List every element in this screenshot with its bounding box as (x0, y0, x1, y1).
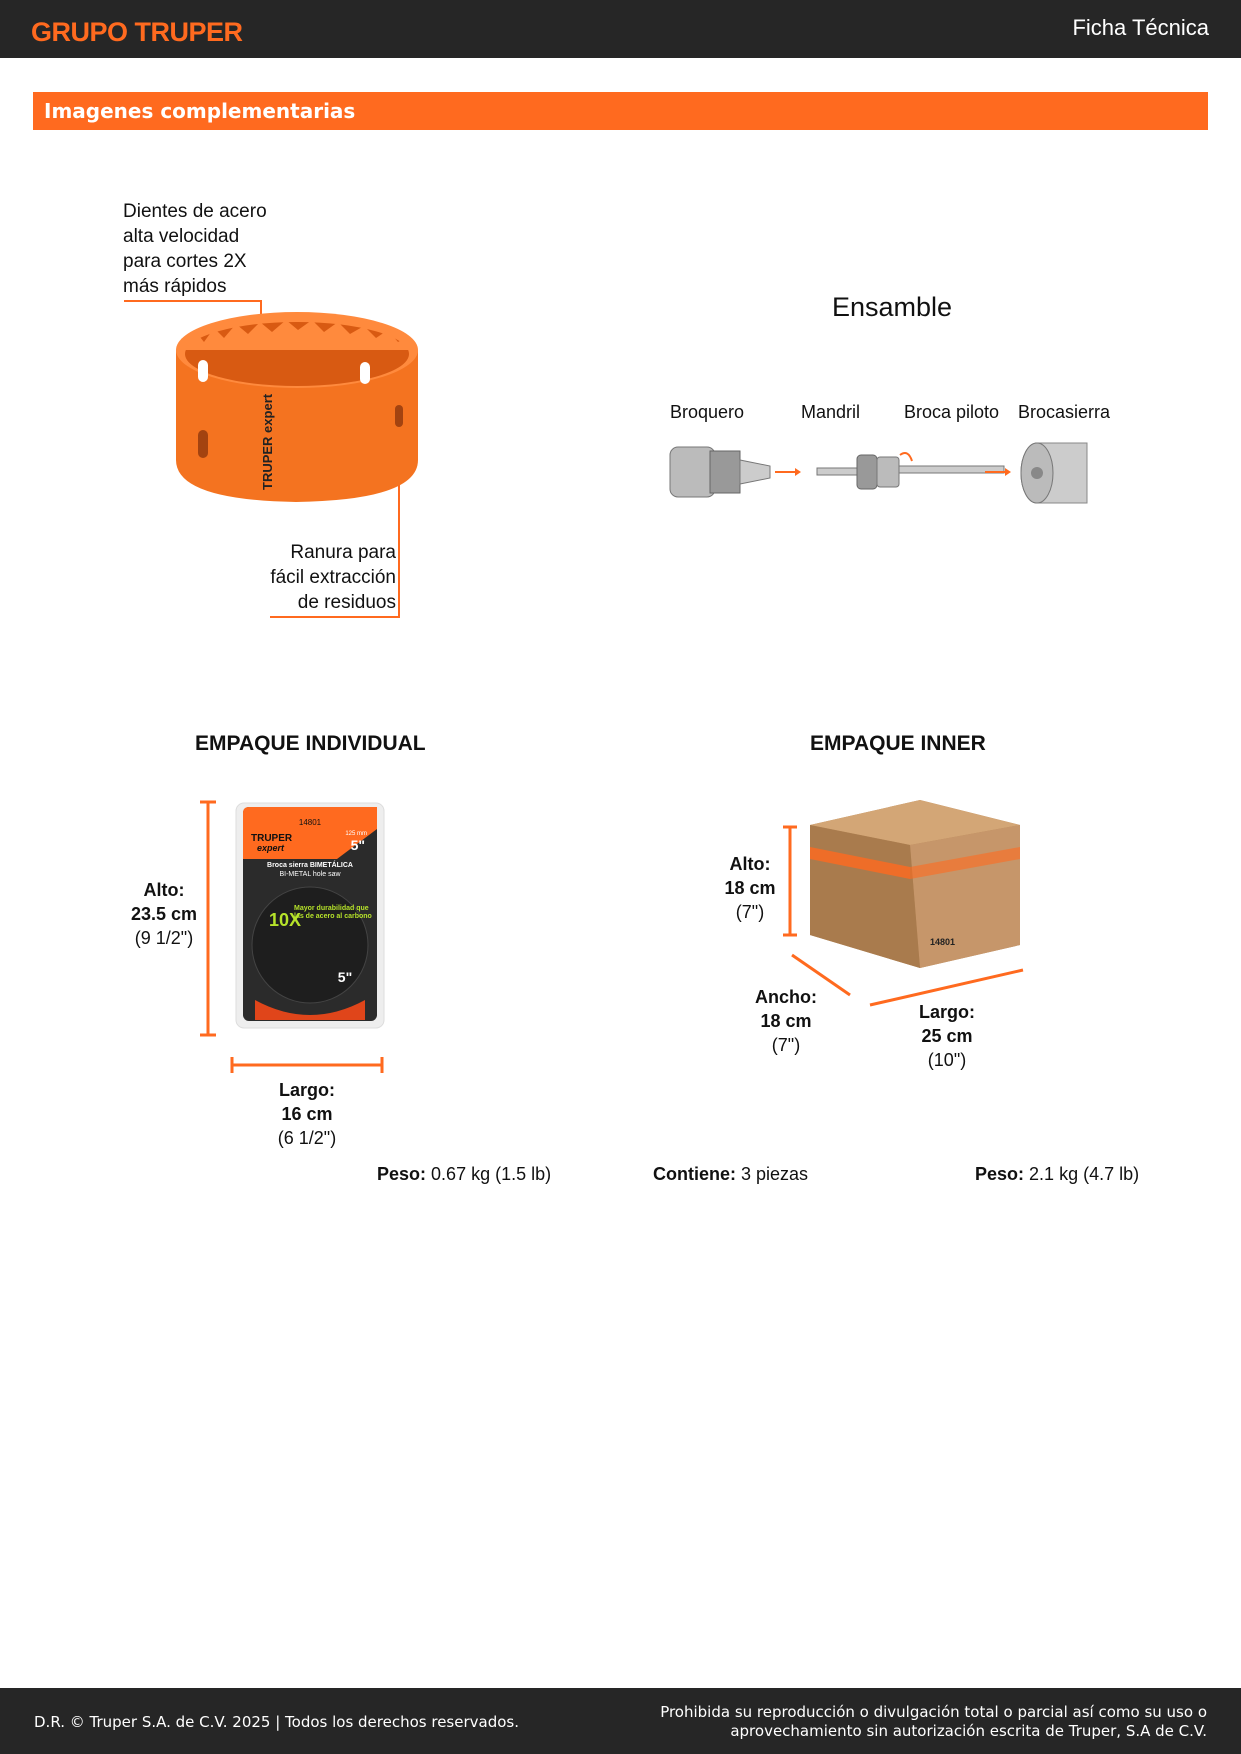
individual-package-image (195, 795, 395, 1075)
callout-line: Ranura para (290, 542, 396, 563)
section-title: Imagenes complementarias (44, 99, 356, 123)
inner-peso (975, 1164, 1139, 1185)
callout-line: fácil extracción (270, 567, 396, 588)
footer-disclaimer-line: Prohibida su reproducción o divulgación total o parcial así como su uso o (660, 1703, 1207, 1721)
callout-line: Dientes de acero (123, 201, 267, 222)
callout-teeth (123, 199, 267, 299)
dim-label: Alto: (729, 854, 771, 874)
callout-line: alta velocidad (123, 226, 240, 247)
individual-largo (257, 1078, 357, 1150)
pack-claim: Mayor durabilidad que las de acero al carbono (294, 905, 372, 920)
doc-type: Ficha Técnica (1072, 15, 1209, 40)
dim-label: Alto: (143, 880, 185, 900)
dim-in: (7") (771, 1035, 801, 1055)
callout-line: de residuos (297, 592, 396, 613)
dim-cm: 18 cm (724, 878, 776, 898)
page-header (0, 0, 1241, 58)
pack-sub: expert (257, 843, 285, 853)
dim-in: (6 1/2") (277, 1128, 337, 1148)
individual-title: EMPAQUE INDIVIDUAL (195, 732, 426, 755)
dim-in: (10") (927, 1050, 967, 1070)
brand-logo: GRUPO TRUPER (31, 17, 243, 47)
assembly-title: Ensamble (832, 292, 953, 322)
pack-size-mm: 125 mm (345, 831, 367, 837)
callout-line: más rápidos (123, 276, 227, 297)
hole-saw-image (120, 290, 430, 620)
info-label: Peso: (377, 1164, 427, 1184)
part-label-mandril: Mandril (801, 402, 861, 422)
dim-cm: 25 cm (921, 1026, 973, 1046)
part-label-broca-piloto: Broca piloto (904, 402, 1000, 422)
pack-brand: TRUPER (251, 833, 293, 844)
inner-largo (907, 1000, 987, 1072)
pack-name-en: BI-METAL hole saw (279, 871, 341, 878)
individual-alto (118, 878, 210, 950)
part-label-brocasierra: Brocasierra (1018, 402, 1111, 422)
info-value: 3 piezas (741, 1164, 809, 1184)
inner-alto (710, 852, 790, 924)
footer-disclaimer-line: aprovechamiento sin autorización escrita de Truper, S.A de C.V. (730, 1722, 1207, 1740)
pack-size-2: 5" (337, 969, 353, 985)
page-footer (0, 1688, 1241, 1754)
pack-name: Broca sierra BIMETÁLICA (267, 862, 353, 869)
info-label: Contiene: (653, 1164, 736, 1184)
pack-claim-big: 10X (269, 910, 302, 930)
dim-cm: 23.5 cm (130, 904, 198, 924)
assembly-diagram (660, 435, 1110, 510)
dim-label: Largo: (279, 1080, 335, 1100)
box-code: 14801 (930, 937, 956, 947)
part-label-broquero: Broquero (670, 402, 745, 422)
inner-title: EMPAQUE INNER (810, 732, 986, 755)
dim-cm: 18 cm (760, 1011, 812, 1031)
callout-line: para cortes 2X (123, 251, 247, 272)
inner-ancho (746, 985, 826, 1057)
pack-size: 5" (350, 837, 365, 853)
pack-code: 14801 (298, 818, 322, 827)
inner-contiene (653, 1164, 808, 1185)
info-value: 0.67 kg (1.5 lb) (431, 1164, 552, 1184)
individual-peso (377, 1164, 551, 1185)
hole-saw-brand: TRUPER expert (260, 393, 275, 490)
dim-in: (9 1/2") (134, 928, 194, 948)
info-value: 2.1 kg (4.7 lb) (1029, 1164, 1140, 1184)
dim-cm: 16 cm (281, 1104, 333, 1124)
dim-label: Largo: (919, 1002, 975, 1022)
footer-disclaimer (660, 1703, 1207, 1741)
dim-in: (7") (735, 902, 765, 922)
section-title-bar (33, 92, 1208, 130)
dim-label: Ancho: (755, 987, 817, 1007)
info-label: Peso: (975, 1164, 1025, 1184)
footer-copyright: D.R. © Truper S.A. de C.V. 2025 | Todos los derechos reservados. (34, 1713, 519, 1731)
